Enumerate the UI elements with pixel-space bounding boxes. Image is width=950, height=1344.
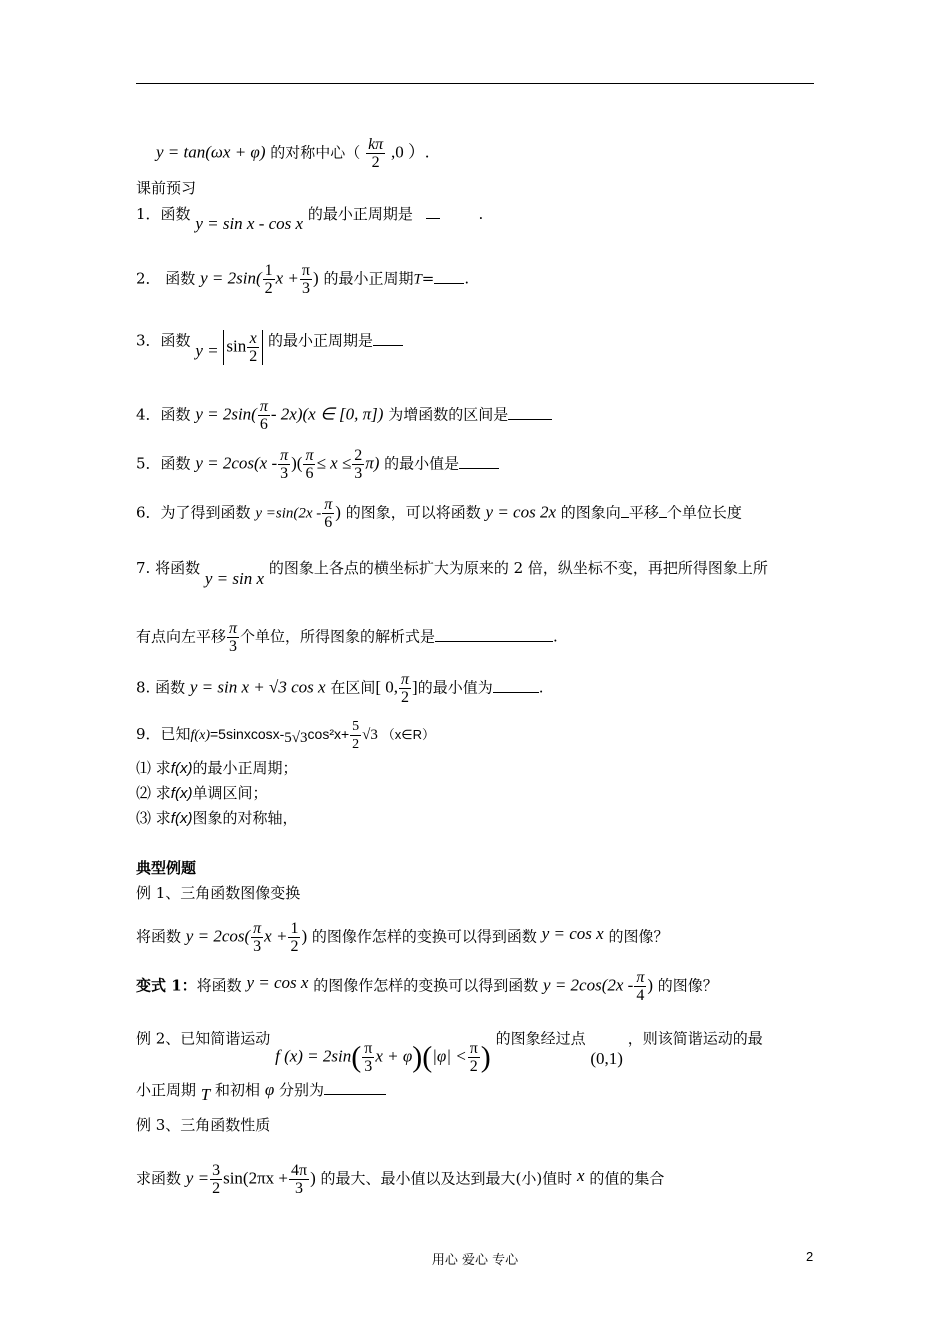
question-9: 9．已知f(x)=5sinxcosx-5√3cos²x+ $\frac{5}{2}$ √3 （x∈R） xyxy=(136,719,435,752)
answer-blank[interactable] xyxy=(435,627,553,642)
answer-blank[interactable] xyxy=(508,405,552,420)
header-rule xyxy=(136,83,814,84)
page-number: 2 xyxy=(806,1249,814,1264)
example-2-cont: 小正周期 T 和初相 φ 分别为 xyxy=(136,1080,386,1100)
answer-blank[interactable] xyxy=(621,503,629,518)
question-8: 8. 函数 y = sin x + √3 cos x 在区间[ 0, $\frac{\pi}{2}$ ]的最小值为 . xyxy=(136,671,544,706)
example-3-title: 例 3、三角函数性质 xyxy=(136,1116,271,1134)
answer-blank[interactable] xyxy=(659,503,667,518)
intro-line: y = tan(ωx + φ) 的对称中心（ $\frac{k\pi}{2}$ ,0 ）. xyxy=(156,136,430,171)
question-7-cont: 有点向左平移 $\frac{\pi}{3}$ 个单位，所得图象的解析式是 . xyxy=(136,620,558,655)
answer-blank[interactable] xyxy=(493,678,539,693)
question-6: 6．为了得到函数 y =sin(2x - $\frac{\pi}{6}$ ) 的图象，可以将函数 y = cos 2x 的图象向 平移 个单位长度 xyxy=(136,496,742,531)
variant-1: 变式 1：将函数 y = cos x 的图像作怎样的变换可以得到函数 y = 2cos(2x - $\frac{\pi}{4}$ ) 的图像？ xyxy=(136,969,718,1004)
examples-heading: 典型例题 xyxy=(136,859,197,877)
answer-blank[interactable] xyxy=(434,269,464,284)
answer-blank[interactable] xyxy=(426,204,440,219)
question-5: 5．函数 y = 2cos(x - $\frac{\pi}{3}$ )( $\frac{\pi}{6}$ ≤ x ≤ $\frac{2}{3}$ π) 的最小值是 xyxy=(136,447,499,482)
question-1: 1．函数 y = sin x - cos x 的最小正周期是 . xyxy=(136,205,484,233)
page-footer: 用心 爱心 专心 xyxy=(431,1253,519,1268)
question-3: 3．函数 y = sin $\frac{x}{2}$ 的最小正周期是 xyxy=(136,324,403,359)
question-2: 2． 函数 y = 2sin( $\frac{1}{2}$ x + $\frac{\pi}{3}$ ) 的最小正周期T= . xyxy=(136,262,470,297)
example-1-title: 例 1、三角函数图像变换 xyxy=(136,884,301,902)
example-2: 例 2、已知简谐运动 f (x) = 2sin( $\frac{\pi}{3}$ x + φ)(|φ| < $\frac{\pi}{2}$ ) 的图象经过点 (0,1) ，则该简谐运动的最 xyxy=(136,1029,763,1075)
answer-blank[interactable] xyxy=(324,1080,386,1095)
question-9-part-2: ⑵ 求f(x)单调区间； xyxy=(136,784,268,802)
answer-blank[interactable] xyxy=(459,454,499,469)
example-1: 将函数 y = 2cos( $\frac{\pi}{3}$ x + $\frac{1}{2}$ ) 的图像作怎样的变换可以得到函数 y = cos x 的图像？ xyxy=(136,920,669,955)
question-7: 7. 将函数 y = sin x 的图象上各点的横坐标扩大为原来的 2 倍，纵坐标不变，再把所得图象上所 xyxy=(136,559,768,588)
example-3: 求函数 y = $\frac{3}{2}$ sin(2πx + $\frac{4\pi}{3}$ ) 的最大、最小值以及达到最大(小)值时 x 的值的集合 xyxy=(136,1162,665,1197)
preview-heading: 课前预习 xyxy=(136,179,197,197)
question-4: 4．函数 y = 2sin( $\frac{\pi}{6}$ - 2x)(x ∈ [0, π]) 为增函数的区间是 xyxy=(136,398,552,433)
answer-blank[interactable] xyxy=(373,331,403,346)
question-9-part-1: ⑴ 求f(x)的最小正周期； xyxy=(136,759,298,777)
fraction: $\frac{k\pi}{2}$ xyxy=(368,136,384,171)
question-9-part-3: ⑶ 求f(x)图象的对称轴， xyxy=(136,809,298,827)
